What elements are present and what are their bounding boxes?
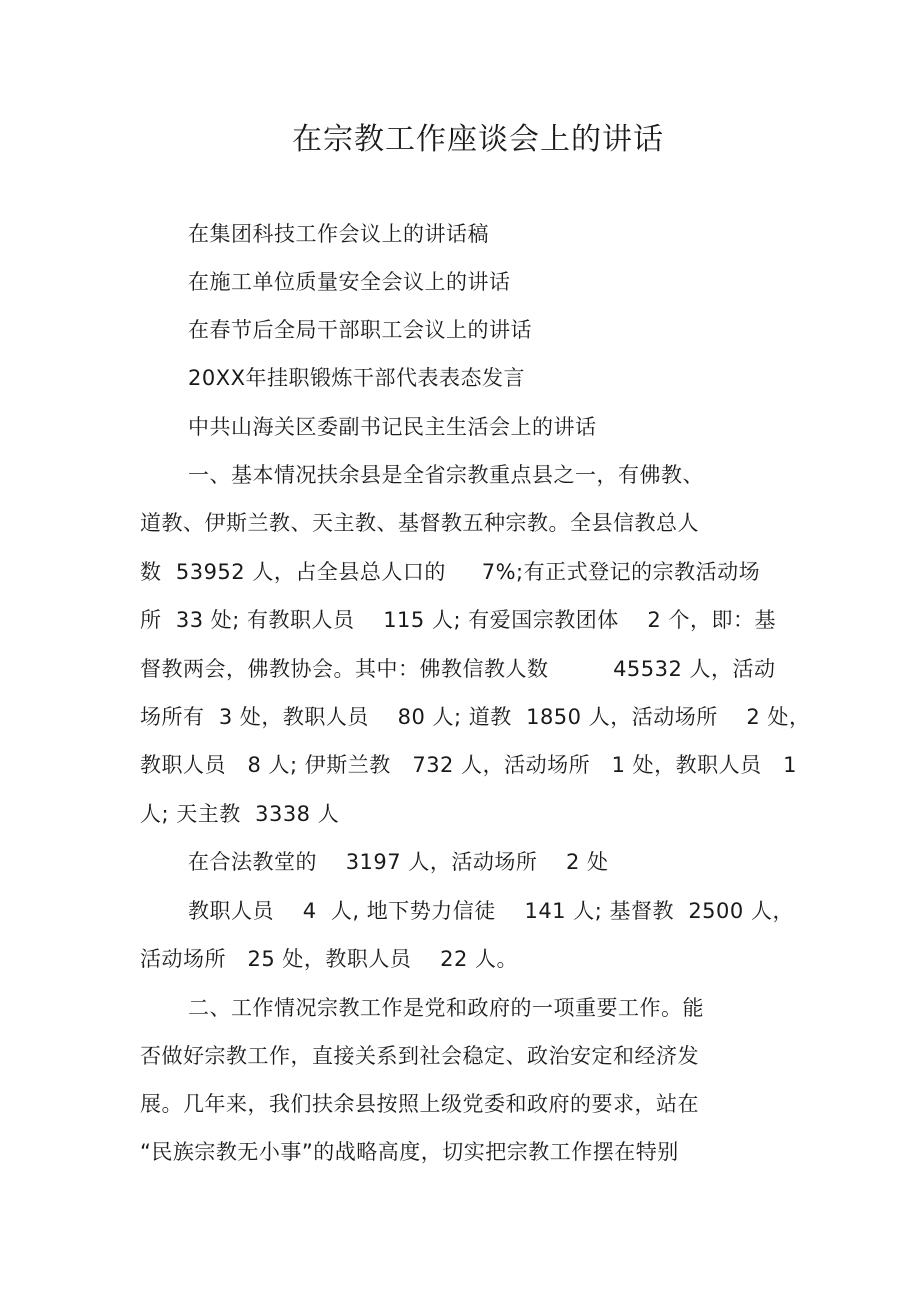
body-line-10: 督教两会，佛教协会。其中：佛教信教人数 45532 人，活动 [140,657,776,681]
body-line-1: 在集团科技工作会议上的讲话稿 [188,222,489,246]
body-line-13: 人; 天主教 3338 人 [140,802,340,826]
body-line-9: 所 33 处; 有教职人员 115 人; 有爱国宗教团体 2 个，即：基 [140,608,776,632]
body-line-11: 场所有 3 处，教职人员 80 人; 道教 1850 人，活动场所 2 处， [140,705,811,729]
body-line-14: 在合法教堂的 3197 人，活动场所 2 处 [188,850,609,874]
body-line-15: 教职人员 4 人, 地下势力信徒 141 人; 基督教 2500 人， [188,899,794,923]
body-line-3: 在春节后全局干部职工会议上的讲话 [188,318,532,342]
body-line-20: “民族宗教无小事”的战略高度，切实把宗教工作摆在特别 [140,1140,679,1164]
body-line-8: 数 53952 人，占全县总人口的 7%;有正式登记的宗教活动场 [140,560,761,584]
body-line-17: 二、工作情况宗教工作是党和政府的一项重要工作。能 [188,996,704,1020]
body-line-16: 活动场所 25 处，教职人员 22 人。 [140,947,519,971]
document-title: 在宗教工作座谈会上的讲话 [292,122,664,157]
body-line-19: 展。几年来，我们扶余县按照上级党委和政府的要求，站在 [140,1092,699,1116]
body-line-12: 教职人员 8 人; 伊斯兰教 732 人，活动场所 1 处，教职人员 1 [140,753,798,777]
body-line-6: 一、基本情况扶余县是全省宗教重点县之一，有佛教、 [188,463,704,487]
body-line-18: 否做好宗教工作，直接关系到社会稳定、政治安定和经济发 [140,1044,699,1068]
body-line-7: 道教、伊斯兰教、天主教、基督教五种宗教。全县信教总人 [140,511,699,535]
body-line-4: 20XX年挂职锻炼干部代表表态发言 [188,366,525,390]
body-line-2: 在施工单位质量安全会议上的讲话 [188,270,511,294]
body-line-5: 中共山海关区委副书记民主生活会上的讲话 [188,415,597,439]
